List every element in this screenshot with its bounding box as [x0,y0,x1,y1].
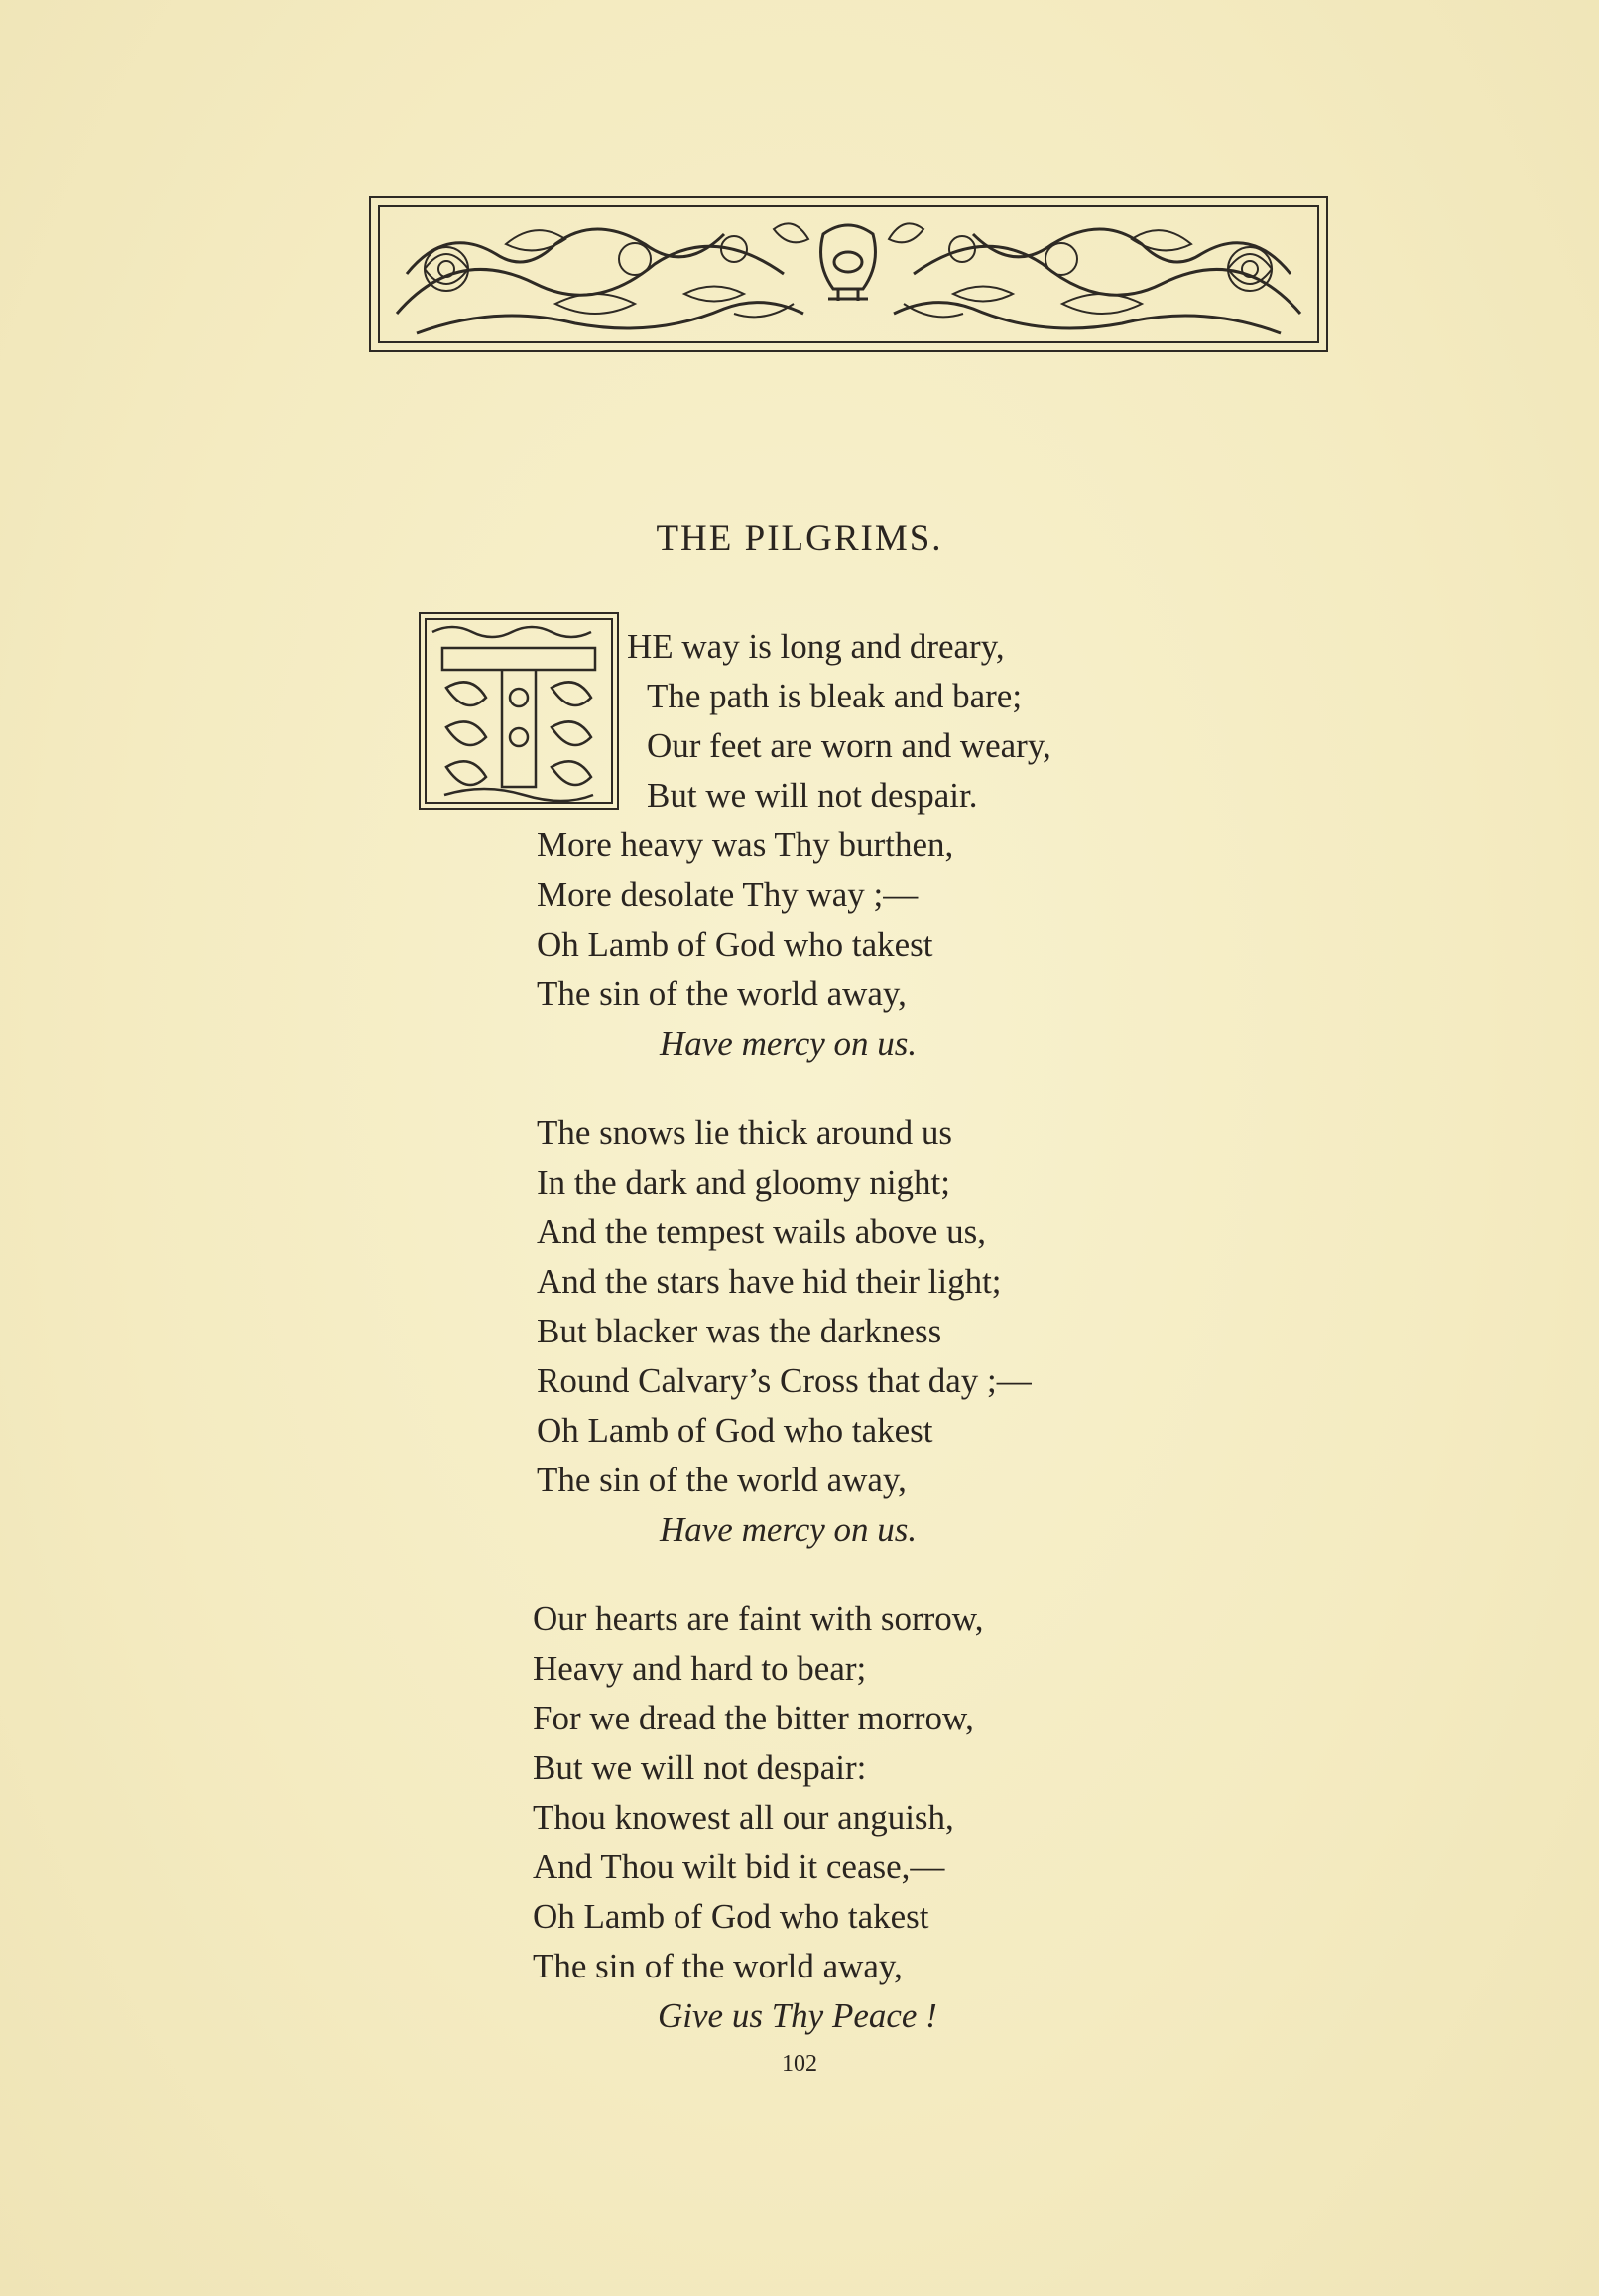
poem-line: In the dark and gloomy night; [537,1163,951,1202]
poem-line: The sin of the world away, [533,1947,903,1985]
poem-line: For we dread the bitter morrow, [533,1699,974,1737]
poem-line: But we will not despair. [647,776,978,815]
refrain-line: Have mercy on us. [660,1024,918,1063]
poem-line: More desolate Thy way ;— [537,875,919,914]
poem-line: The snows lie thick around us [537,1113,952,1152]
poem-line: The path is bleak and bare; [647,677,1023,715]
poem-line: More heavy was Thy burthen, [537,826,954,864]
poem-line: Oh Lamb of God who takest [533,1897,929,1936]
refrain-line: Give us Thy Peace ! [658,1996,937,2035]
refrain-line: Have mercy on us. [660,1510,918,1549]
poem-line: The sin of the world away, [537,1461,907,1499]
poem-line: Our hearts are faint with sorrow, [533,1599,984,1638]
poem-line: And the stars have hid their light; [537,1262,1002,1301]
poem-line: Oh Lamb of God who takest [537,925,933,963]
poem-line: But blacker was the darkness [537,1312,942,1350]
poem-line: Oh Lamb of God who takest [537,1411,933,1450]
poem-line: And the tempest wails above us, [537,1212,986,1251]
poem-line: Round Calvary’s Cross that day ;— [537,1361,1032,1400]
poem-title: THE PILGRIMS. [656,518,943,559]
poem-line: The sin of the world away, [537,974,907,1013]
poem-line: Heavy and hard to bear; [533,1649,867,1688]
poem-line: Thou knowest all our anguish, [533,1798,954,1837]
poem-line: HE way is long and dreary, [627,627,1005,666]
page-number: 102 [782,2051,817,2077]
poem-line: And Thou wilt bid it cease,— [533,1848,945,1886]
poem-line: Our feet are worn and weary, [647,726,1051,765]
poem-line: But we will not despair: [533,1748,867,1787]
